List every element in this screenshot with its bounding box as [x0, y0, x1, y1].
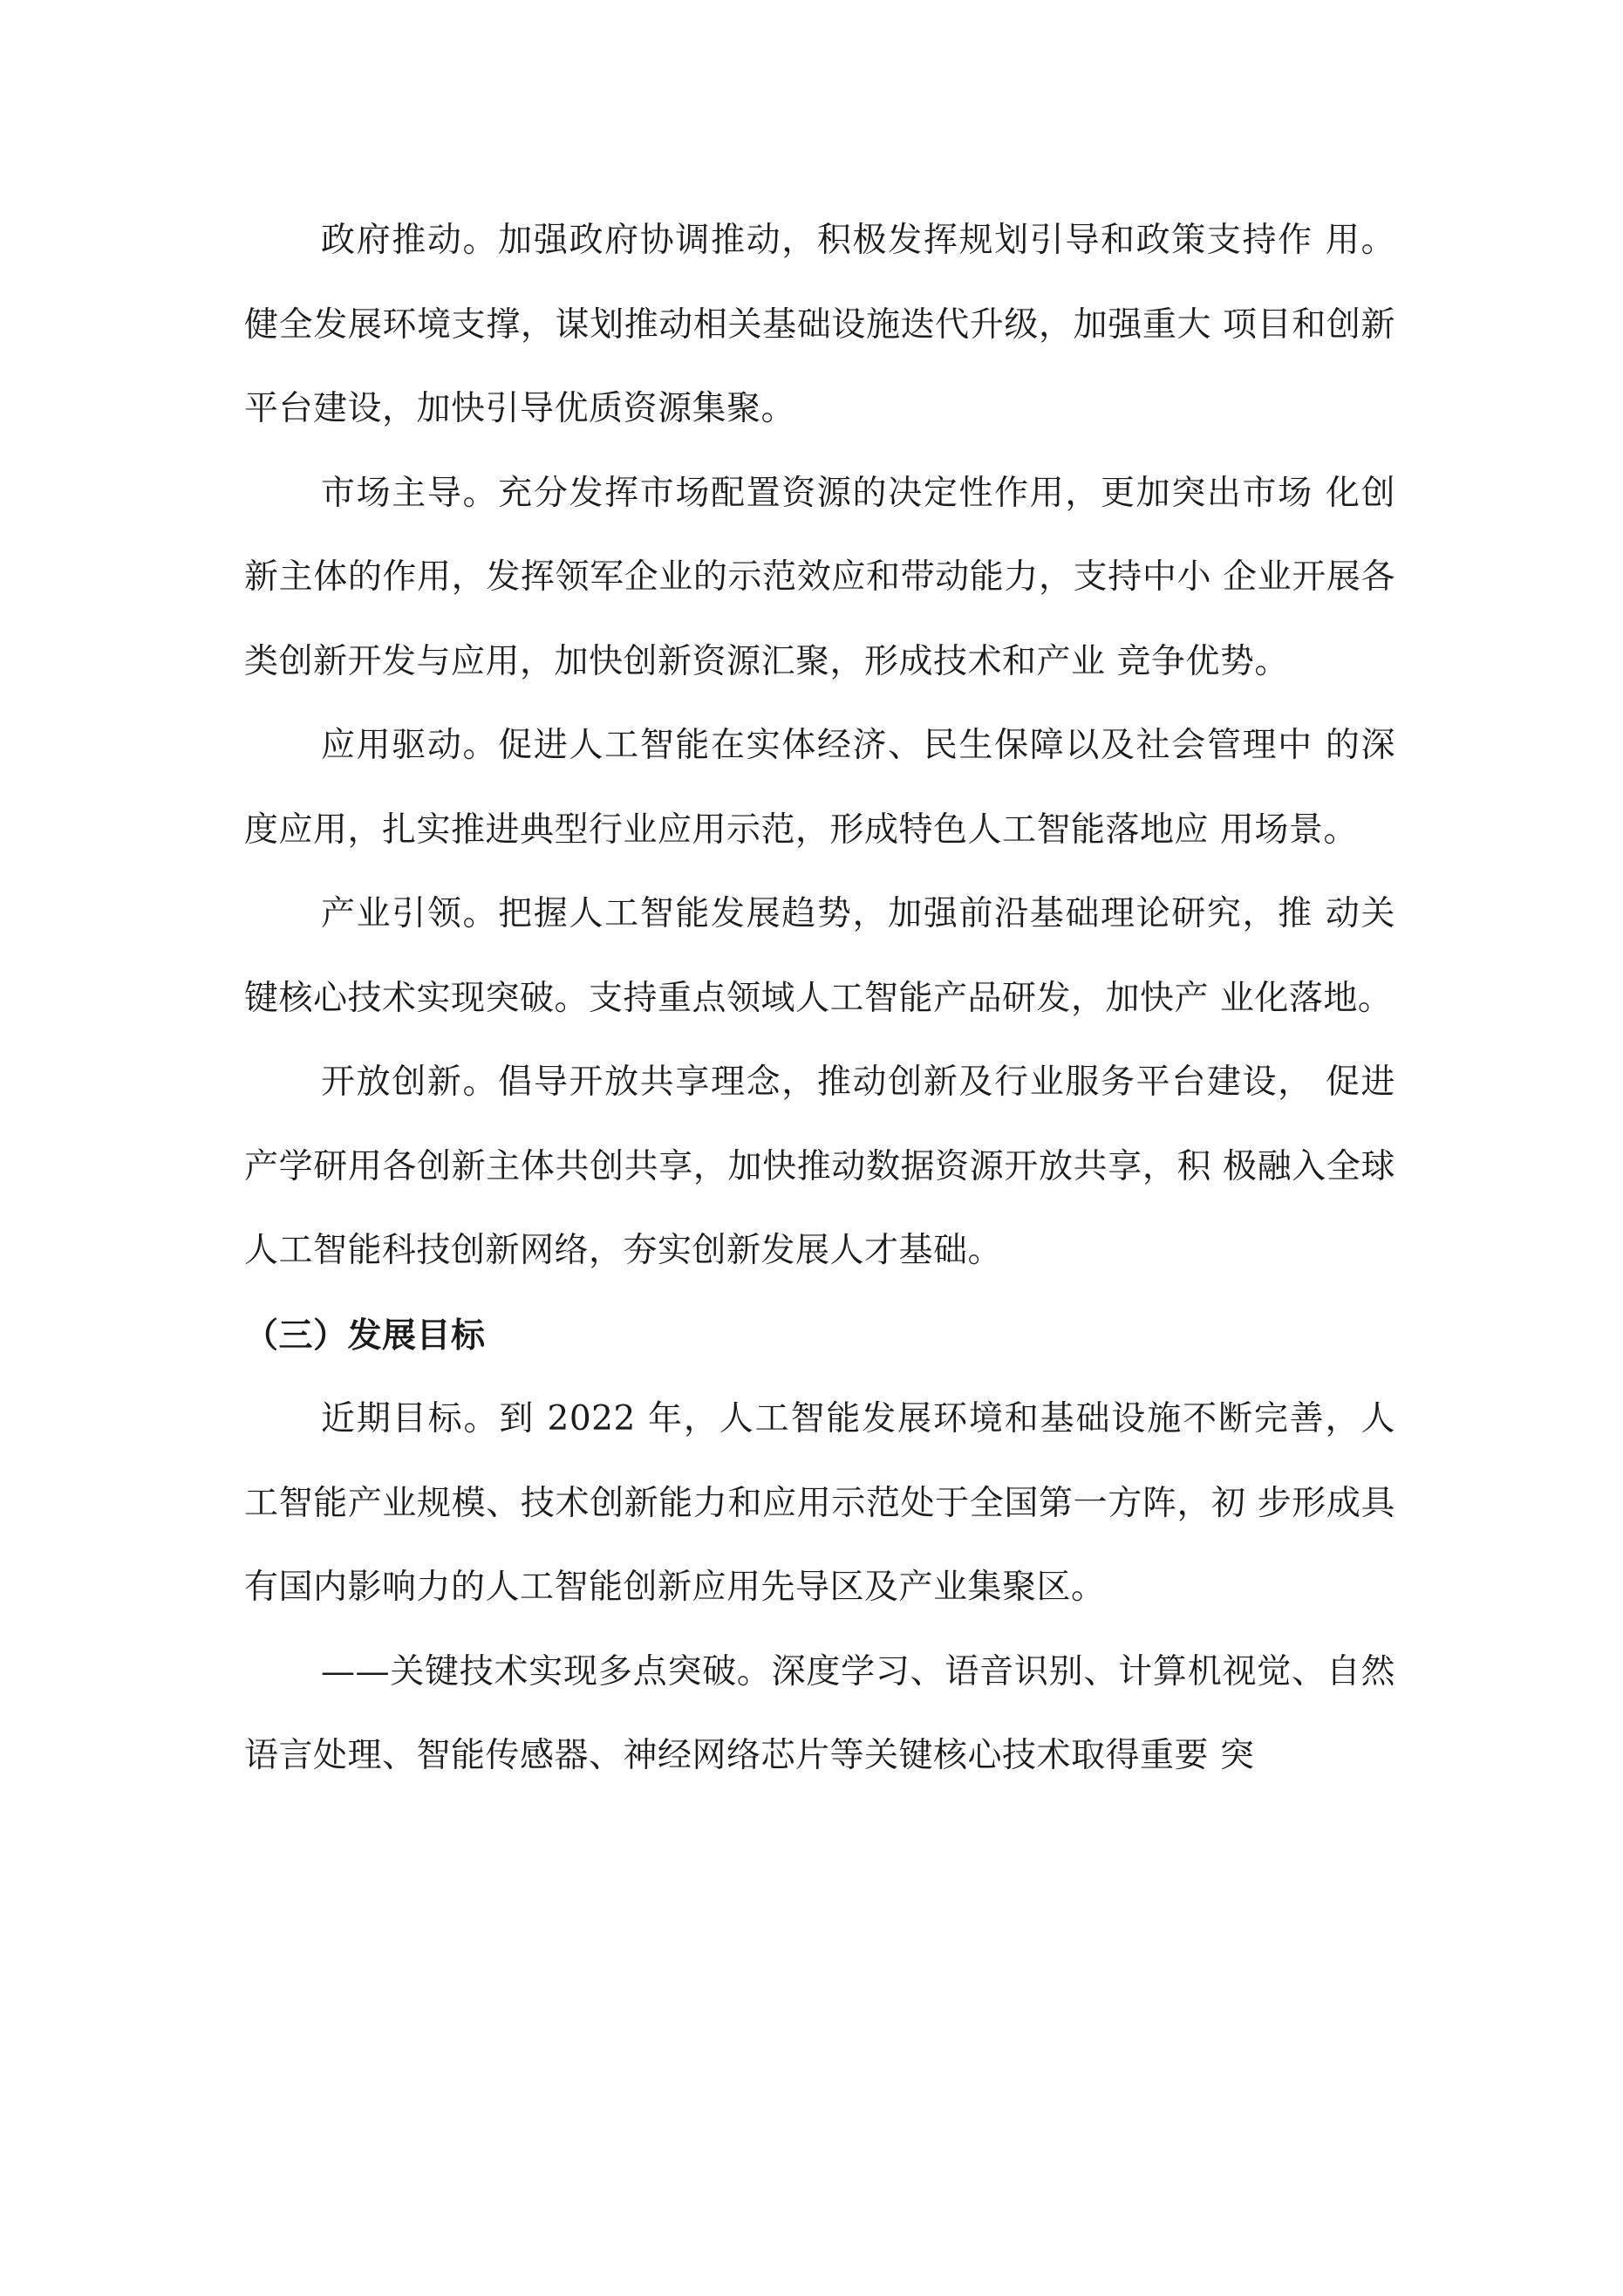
paragraph-open-innovation: 开放创新。倡导开放共享理念，推动创新及行业服务平台建设， 促进产学研用各创新主体共创共享，加快推动数据资源开放共享，积 极融入全球人工智能科技创新网络，夯实创新发展人才基础。 [244, 1063, 1395, 1270]
section-heading: （三）发展目标 [244, 1315, 486, 1356]
paragraph-industry-leading: 产业引领。把握人工智能发展趋势，加强前沿基础理论研究，推 动关键核心技术实现突破。支持重点领域人工智能产品研发，加快产 业化落地。 [244, 894, 1395, 1018]
paragraph-key-technology: ——关键技术实现多点突破。深度学习、语音识别、计算机视觉、自然语言处理、智能传感器、神经网络芯片等关键核心技术取得重要 突 [244, 1651, 1395, 1775]
paragraph-application-driven: 应用驱动。促进人工智能在实体经济、民生保障以及社会管理中 的深度应用，扎实推进典型行业应用示范，形成特色人工智能落地应 用场景。 [244, 726, 1395, 850]
paragraph-market-led: 市场主导。充分发挥市场配置资源的决定性作用，更加突出市场 化创新主体的作用，发挥领军企业的示范效应和带动能力，支持中小 企业开展各类创新开发与应用，加快创新资源汇聚，形成技术和产业 竞争优势。 [244, 473, 1395, 681]
document-page [244, 199, 1395, 1799]
paragraph-near-term-goal: 近期目标。到 2022 年，人工智能发展环境和基础设施不断完善，人工智能产业规模、技术创新能力和应用示范处于全国第一方阵，初 步形成具有国内影响力的人工智能创新应用先导区及产业集聚区。 [244, 1399, 1395, 1607]
paragraph-government-driven: 政府推动。加强政府协调推动，积极发挥规划引导和政策支持作 用。健全发展环境支撑，谋划推动相关基础设施迭代升级，加强重大 项目和创新平台建设，加快引导优质资源集聚。 [244, 221, 1395, 428]
